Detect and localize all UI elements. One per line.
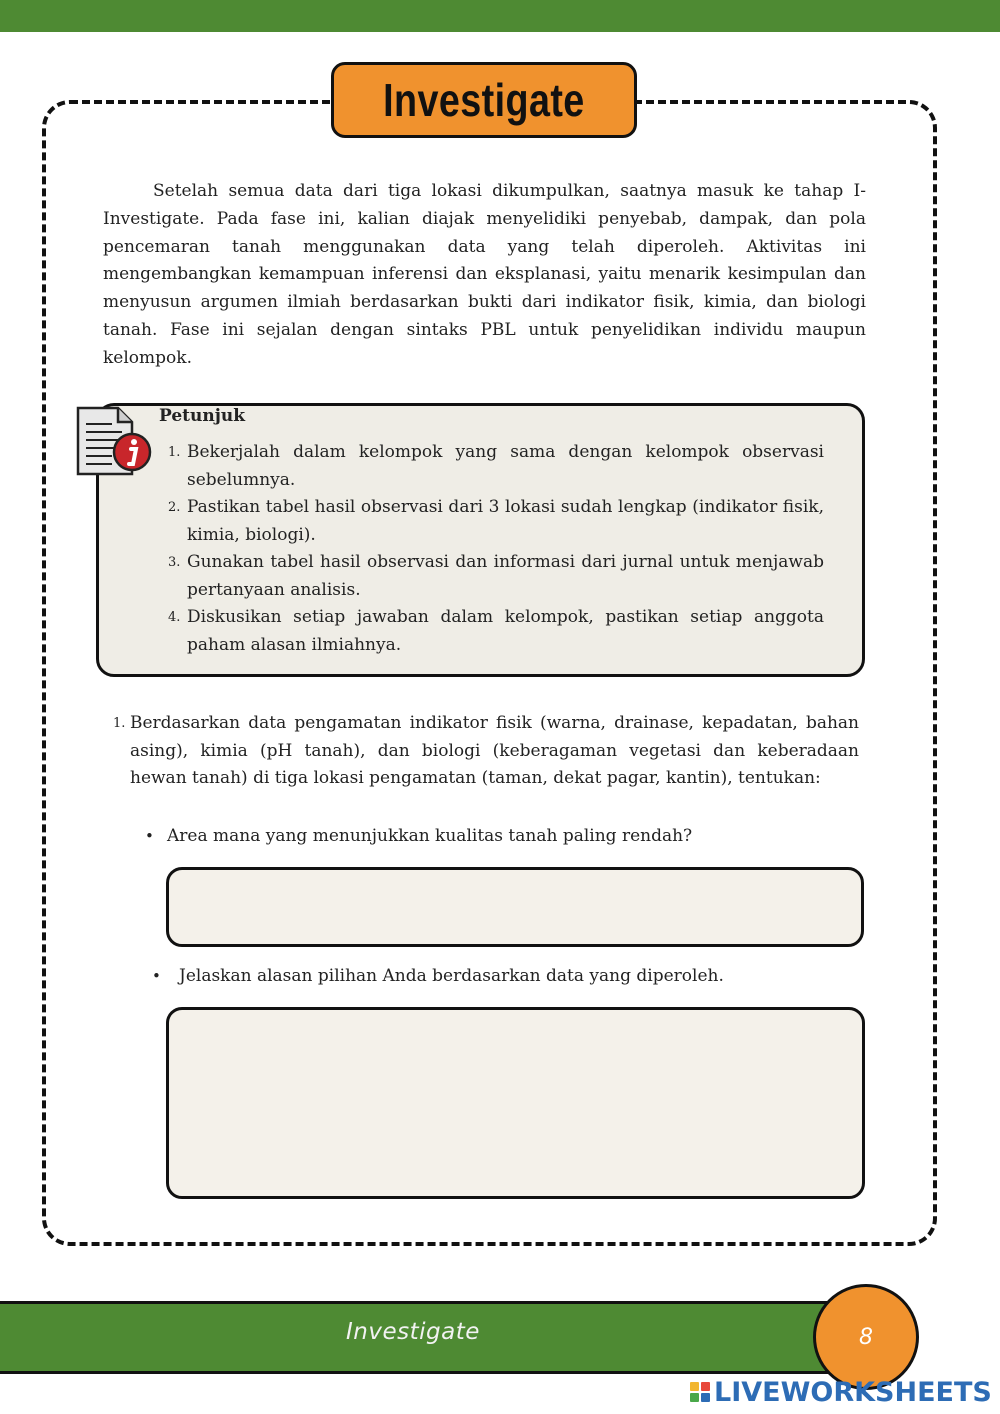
bullet-mark: • [152, 967, 161, 985]
question-bullet-2 [152, 963, 724, 990]
page-number: 8 [859, 1324, 873, 1350]
liveworksheets-text: LIVEWORKSHEETS [714, 1376, 992, 1408]
intro-paragraph: Setelah semua data dari tiga lokasi dikumpulkan, saatnya masuk ke tahap I-Investigate. Pada fase ini, kalian diajak menyelidiki penyebab, dampak, dan pola pencemaran tanah menggunakan data yang telah diperoleh. Aktivitas ini mengembangkan kemampuan inferensi dan eksplanasi, yaitu menarik kesimpulan dan menyusun argumen ilmiah berdasarkan bukti dari indikator fisik, kimia, dan biologi tanah. Fase ini sejalan dengan sintaks PBL untuk penyelidikan individu maupun kelompok. [103, 181, 866, 368]
bullet-text: Area mana yang menunjukkan kualitas tanah paling rendah? [167, 826, 693, 846]
petunjuk-item: 2. Pastikan tabel hasil observasi dari 3 lokasi sudah lengkap (indikator fisik, kimia, biologi). [168, 497, 824, 545]
section-title-tab [331, 62, 637, 138]
footer-title: Investigate [346, 1319, 480, 1345]
question-text: Berdasarkan data pengamatan indikator fisik (warna, drainase, kepadatan, bahan asing), kimia (pH tanah), dan biologi (keberagaman vegetasi dan keberadaan hewan tanah) di tiga lokasi pengamatan (taman, dekat pagar, kantin), tentukan: [130, 713, 859, 788]
bullet-mark: • [145, 827, 154, 845]
question-1 [113, 710, 859, 793]
question-bullet-1 [145, 823, 692, 850]
petunjuk-list [168, 439, 824, 659]
petunjuk-item: 4. Diskusikan setiap jawaban dalam kelompok, pastikan setiap anggota paham alasan ilmiahnya. [168, 607, 824, 655]
answer-box-1[interactable] [166, 867, 864, 947]
liveworksheets-logo [690, 1375, 992, 1409]
question-number: 1. [113, 716, 126, 731]
info-document-icon [74, 404, 154, 480]
top-green-bar [0, 0, 1000, 32]
petunjuk-item: 1. Bekerjalah dalam kelompok yang sama dengan kelompok observasi sebelumnya. [168, 442, 824, 490]
answer-box-2[interactable] [166, 1007, 865, 1199]
bullet-text: Jelaskan alasan pilihan Anda berdasarkan data yang diperoleh. [179, 966, 724, 986]
section-title: Investigate [383, 74, 585, 126]
liveworksheets-mark-icon [690, 1382, 710, 1402]
petunjuk-title: Petunjuk [159, 406, 246, 426]
petunjuk-item: 3. Gunakan tabel hasil observasi dan informasi dari jurnal untuk menjawab pertanyaan analisis. [168, 552, 824, 600]
